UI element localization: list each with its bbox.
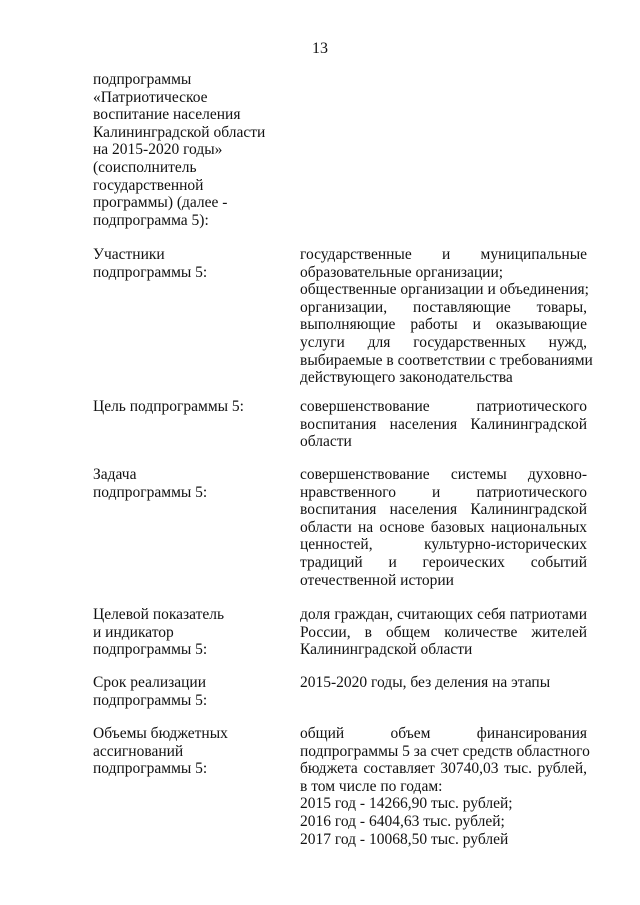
intro-line: «Патриотическое [93,88,208,106]
row-text-participants: государственные и муниципальные образовательные организации; общественные организации и объединения; организации, поставляющие товары, выполняющие работы и оказывающие услуги для государственных нужд, выбираемые в соответствии с требованиями действующего законодательства [300,246,593,387]
row-text-period: 2015-2020 годы, без деления на этапы [300,674,551,691]
intro-line: Калининградской области [93,123,266,141]
row-label-goal: Цель подпрограммы 5: [93,398,244,415]
row-label-participants: Участники подпрограммы 5: [93,246,208,281]
row-label-indicator: Целевой показатель и индикатор подпрограммы 5: [93,606,225,659]
intro-line: (соисполнитель [93,158,197,176]
row-label-period: Срок реализации подпрограммы 5: [93,674,208,709]
row-text-goal: совершенствование патриотического воспитания населения Калининградской области [300,398,587,451]
intro-line: программы) (далее - [93,194,228,212]
row-label-task: Задача подпрограммы 5: [93,466,208,501]
intro-line: подпрограмма 5): [93,211,209,229]
row-text-budget: общий объем финансирования подпрограммы 5 за счет средств областного бюджета составляет 30740,03 тыс. рублей, в том числе по годам: 2015 год - 14266,90 тыс. рублей; 2016 год - 6404,63 тыс. рублей; 2017 год - 10068,50 тыс. рублей [300,725,590,848]
intro-line: подпрограммы [93,71,192,88]
intro-text [93,71,278,229]
page-number: 13 [312,40,328,57]
row-label-budget: Объемы бюджетных ассигнований подпрограммы 5: [93,725,228,778]
intro-line: государственной [93,176,204,194]
row-text-task: совершенствование системы духовно- нравственного и патриотического воспитания населения Калининградской области на основе базовых национальных ценностей, культурно-исторических традиций и героических событий отечественной истории [300,466,587,589]
intro-line: воспитание населения [93,106,241,124]
row-text-indicator: доля граждан, считающих себя патриотами России, в общем количестве жителей Калининградской области [300,606,587,659]
intro-line: на 2015-2020 годы» [93,141,223,159]
